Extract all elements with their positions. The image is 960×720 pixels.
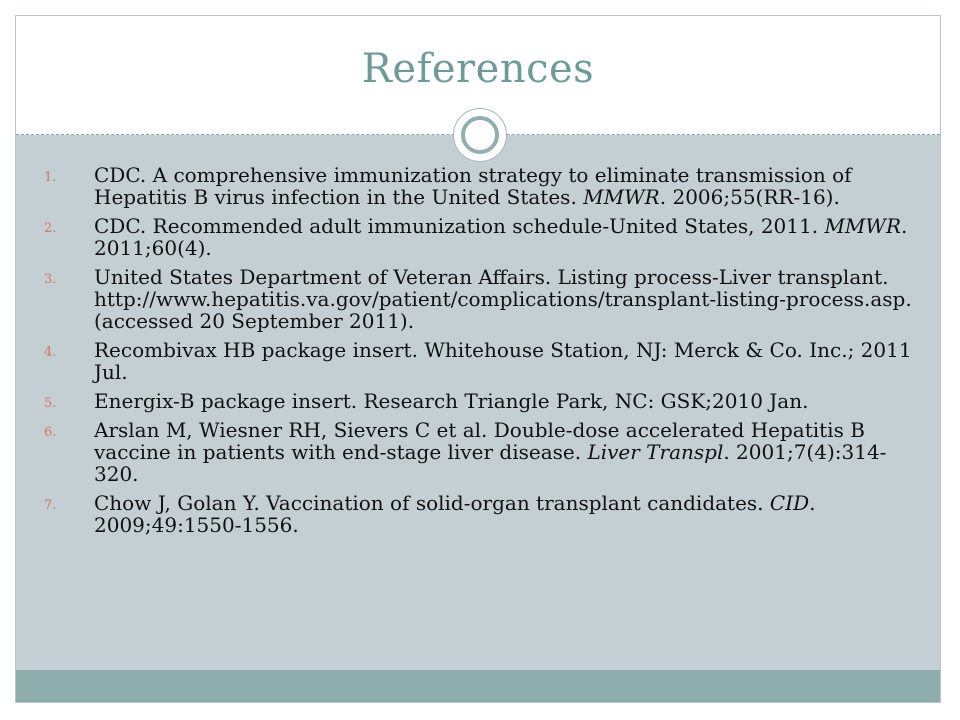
reference-journal: MMWR xyxy=(824,214,902,238)
reference-list xyxy=(36,164,916,543)
reference-text xyxy=(94,418,886,486)
reference-text-part: . 2001;7(4):314-320. xyxy=(94,440,887,486)
reference-item xyxy=(36,339,916,383)
reference-journal: MMWR xyxy=(583,185,660,209)
reference-text-part: Chow J, Golan Y. Vaccination of solid-organ transplant candidates. xyxy=(94,491,770,515)
reference-item xyxy=(36,215,916,259)
reference-text-part: . 2011;60(4). xyxy=(94,214,908,260)
reference-item xyxy=(36,419,916,485)
reference-text-part: CDC. Recommended adult immunization schedule-United States, 2011. xyxy=(94,214,825,238)
reference-number: 1. xyxy=(44,170,57,185)
reference-text xyxy=(94,389,808,413)
reference-text-part: . 2009;49:1550-1556. xyxy=(94,491,816,537)
reference-text-part: Recombivax HB package insert. Whitehouse Station, NJ: Merck & Co. Inc.; 2011 Jul. xyxy=(94,338,912,384)
reference-number: 2. xyxy=(44,221,57,236)
reference-text xyxy=(94,163,852,209)
circle-ring-icon xyxy=(453,108,507,162)
reference-number: 7. xyxy=(44,498,57,513)
reference-item xyxy=(36,164,916,208)
reference-text xyxy=(94,214,907,260)
reference-number: 3. xyxy=(44,272,57,287)
reference-text xyxy=(94,338,912,384)
reference-text-part: United States Department of Veteran Affairs. Listing process-Liver transplant. http://www.hepatitis.va.gov/patient/complications/transplant-listing-process.asp. (accessed 20 September 2011). xyxy=(94,265,912,333)
footer-bar xyxy=(16,670,940,702)
reference-journal: CID xyxy=(769,491,810,515)
reference-text xyxy=(94,491,816,537)
reference-text xyxy=(94,265,912,333)
reference-text-part: CDC. A comprehensive immunization strategy to eliminate transmission of Hepatitis B virus infection in the United States. xyxy=(94,163,852,209)
reference-text-part: . 2006;55(RR-16). xyxy=(659,185,840,209)
reference-number: 4. xyxy=(44,345,57,360)
slide-title: References xyxy=(361,46,595,92)
slide xyxy=(15,15,941,703)
reference-text-part: Arslan M, Wiesner RH, Sievers C et al. Double-dose accelerated Hepatitis B vaccine in patients with end-stage liver disease. xyxy=(94,418,865,464)
reference-number: 5. xyxy=(44,396,57,411)
reference-text-part: Energix-B package insert. Research Triangle Park, NC: GSK;2010 Jan. xyxy=(94,389,809,413)
reference-item xyxy=(36,390,916,412)
reference-number: 6. xyxy=(44,425,57,440)
circle-ring-inner xyxy=(461,116,499,154)
reference-item xyxy=(36,266,916,332)
reference-journal: Liver Transpl xyxy=(587,440,724,464)
reference-item xyxy=(36,492,916,536)
